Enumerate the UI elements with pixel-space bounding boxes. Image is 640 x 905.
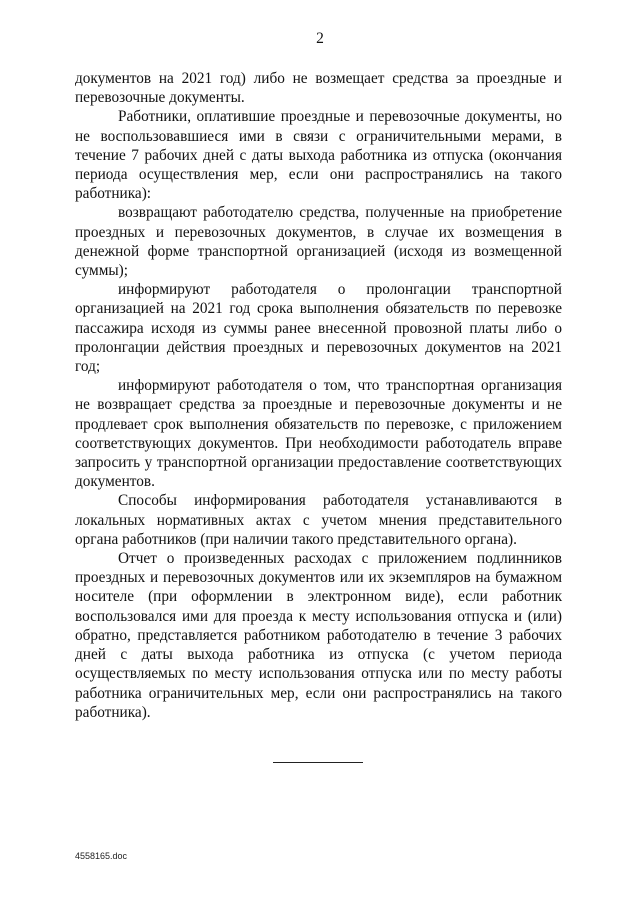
page-number: 2 bbox=[316, 30, 324, 47]
paragraph-inform-no-refund: информируют работодателя о том, что транспортная организация не возвращает средства за проездные и перевозочные документы и не продлевает срок выполнения обязательств по перевозке, с приложением соответствующих документов. При необходимости работодатель вправе запросить у транспортной организации предоставление соответствующих документов. bbox=[75, 377, 562, 491]
footer-doc-id: 4558165.doc bbox=[75, 851, 128, 861]
paragraph-return-funds: возвращают работодателю средства, полученные на приобретение проездных и перевозочных документов, в случае их возмещения в денежной форме транспортной организацией (исходя из возмещенной суммы); bbox=[75, 204, 562, 280]
end-of-text-divider bbox=[273, 762, 363, 763]
paragraph-continuation: документов на 2021 год) либо не возмещает средства за проездные и перевозочные документы. bbox=[75, 70, 562, 107]
paragraph-methods: Способы информирования работодателя устанавливаются в локальных нормативных актах с учетом мнения представительного органа работников (при наличии такого представительного органа). bbox=[75, 492, 562, 548]
paragraph-expense-report: Отчет о произведенных расходах с приложением подлинников проездных и перевозочных документов или их экземпляров на бумажном носителе (при оформлении в электронном виде), если работник воспользовался ими для проезда к месту использования отпуска и (или) обратно, представляется работником работодателю в течение 3 рабочих дней с даты выхода работника из отпуска (с учетом периода осуществляемых по месту использования отпуска или по месту работы работника ограничительных мер, если они распространялись на такого работника). bbox=[75, 550, 562, 721]
paragraph-workers-paid: Работники, оплатившие проездные и перевозочные документы, но не воспользовавшиеся ими в связи с ограничительными мерами, в течение 7 рабочих дней с даты выхода работника из отпуска (окончания периода осуществления мер, если они распространялись на такого работника): bbox=[75, 108, 562, 203]
paragraph-inform-prolongation: информируют работодателя о пролонгации транспортной организацией на 2021 год срока выполнения обязательств по перевозке пассажира исходя из суммы ранее внесенной провозной платы либо о пролонгации действия проездных и перевозочных документов на 2021 год; bbox=[75, 281, 562, 376]
document-body bbox=[75, 69, 562, 722]
